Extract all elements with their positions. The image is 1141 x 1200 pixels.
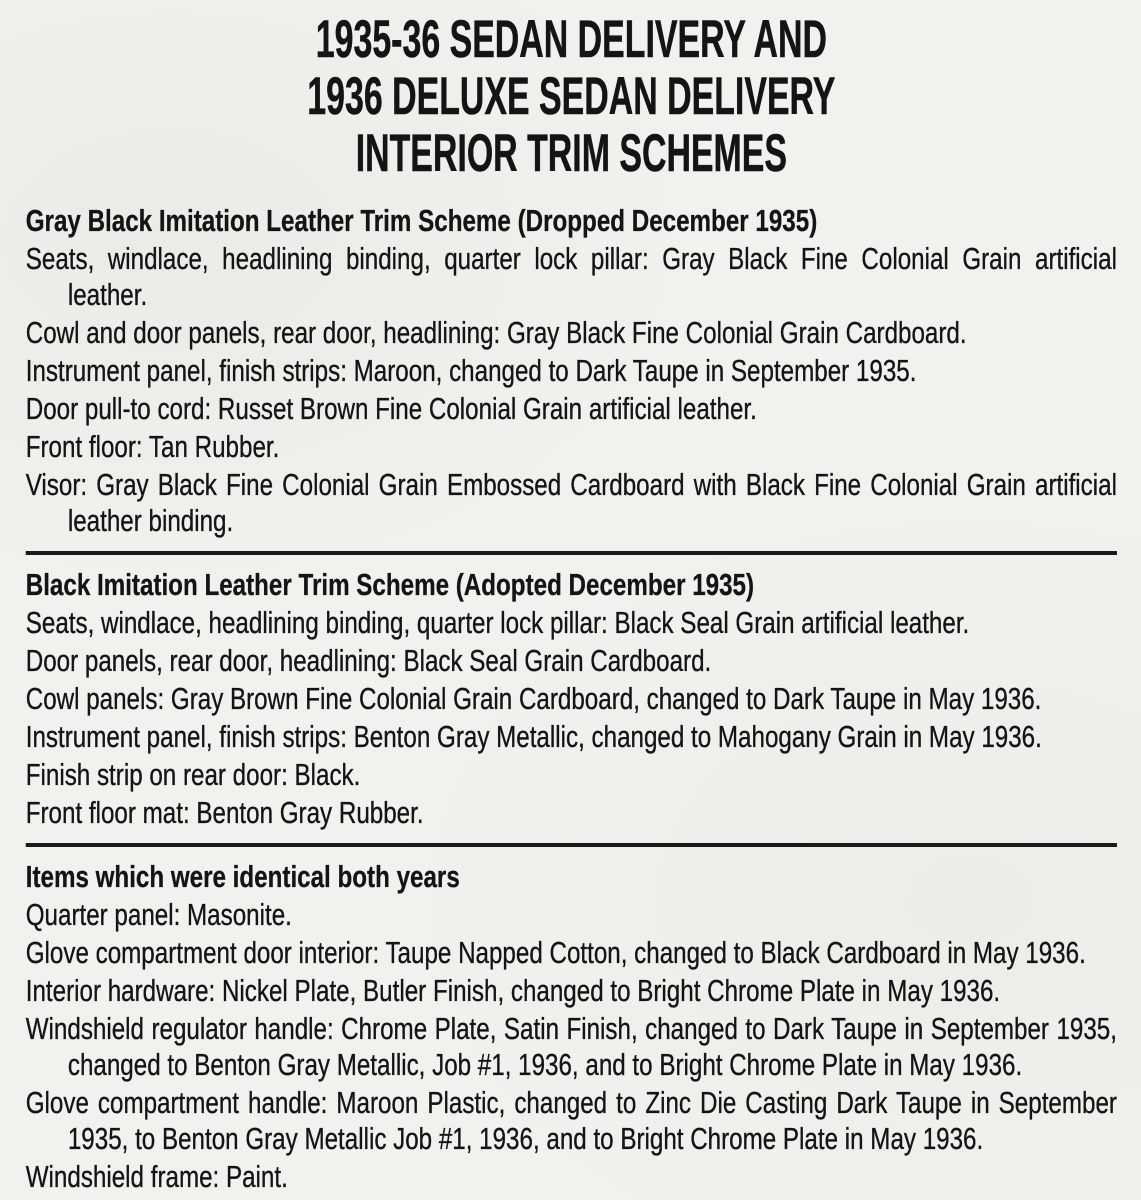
section-divider — [26, 843, 1117, 847]
title-line-2: 1936 DELUXE SEDAN DELIVERY — [307, 67, 836, 126]
trim-item: Instrument panel, finish strips: Maroon, changed to Dark Taupe in September 1935. — [25, 353, 917, 388]
section-heading: Gray Black Imitation Leather Trim Scheme (Dropped December 1935) — [25, 203, 818, 238]
title-line-3: INTERIOR TRIM SCHEMES — [355, 124, 787, 183]
trim-item: Visor: Gray Black Fine Colonial Grain Embossed Cardboard with Black Fine Colonial Grain artificial leather binding. — [25, 467, 1117, 538]
section-gray-black-trim-scheme — [26, 203, 1117, 539]
trim-item: Front floor mat: Benton Gray Rubber. — [25, 795, 424, 830]
trim-item: Seats, windlace, headlining binding, quarter lock pillar: Black Seal Grain artificial leather. — [25, 605, 970, 640]
trim-item: Windshield regulator handle: Chrome Plate, Satin Finish, changed to Dark Taupe in September 1935, changed to Benton Gray Metallic, Job #1, 1936, and to Bright Chrome Plate in May 1936. — [25, 1011, 1117, 1082]
trim-item: Cowl panels: Gray Brown Fine Colonial Grain Cardboard, changed to Dark Taupe in May 1936. — [25, 681, 1042, 716]
trim-item: Cowl and door panels, rear door, headlining: Gray Black Fine Colonial Grain Cardboard. — [25, 315, 967, 350]
section-divider — [26, 551, 1117, 555]
page-title — [26, 11, 1117, 182]
trim-item: Front floor: Tan Rubber. — [25, 429, 280, 464]
trim-item: Finish strip on rear door: Black. — [25, 757, 361, 792]
title-line-1: 1935-36 SEDAN DELIVERY AND — [315, 10, 827, 69]
trim-item: Windshield frame: Paint. — [25, 1159, 288, 1194]
content-column — [0, 11, 1141, 1195]
section-heading: Items which were identical both years — [25, 859, 460, 894]
trim-item: Glove compartment handle: Maroon Plastic, changed to Zinc Die Casting Dark Taupe in September 1935, to Benton Gray Metallic Job #1, 1936, and to Bright Chrome Plate in May 1936. — [25, 1085, 1117, 1156]
trim-item: Seats, windlace, headlining binding, quarter lock pillar: Gray Black Fine Colonial Grain artificial leather. — [25, 241, 1117, 312]
trim-item: Door panels, rear door, headlining: Black Seal Grain Cardboard. — [25, 643, 712, 678]
trim-item: Door pull-to cord: Russet Brown Fine Colonial Grain artificial leather. — [25, 391, 757, 426]
page-title-inner — [124, 11, 1019, 182]
trim-item: Interior hardware: Nickel Plate, Butler Finish, changed to Bright Chrome Plate in May 1936. — [25, 973, 1001, 1008]
trim-item: Quarter panel: Masonite. — [25, 897, 292, 932]
trim-item: Glove compartment door interior: Taupe Napped Cotton, changed to Black Cardboard in May 1936. — [25, 935, 1086, 970]
trim-item: Instrument panel, finish strips: Benton Gray Metallic, changed to Mahogany Grain in May 1936. — [25, 719, 1042, 754]
section-black-trim-scheme — [26, 567, 1117, 831]
section-heading: Black Imitation Leather Trim Scheme (Adopted December 1935) — [25, 567, 755, 602]
section-identical-items — [26, 859, 1117, 1195]
